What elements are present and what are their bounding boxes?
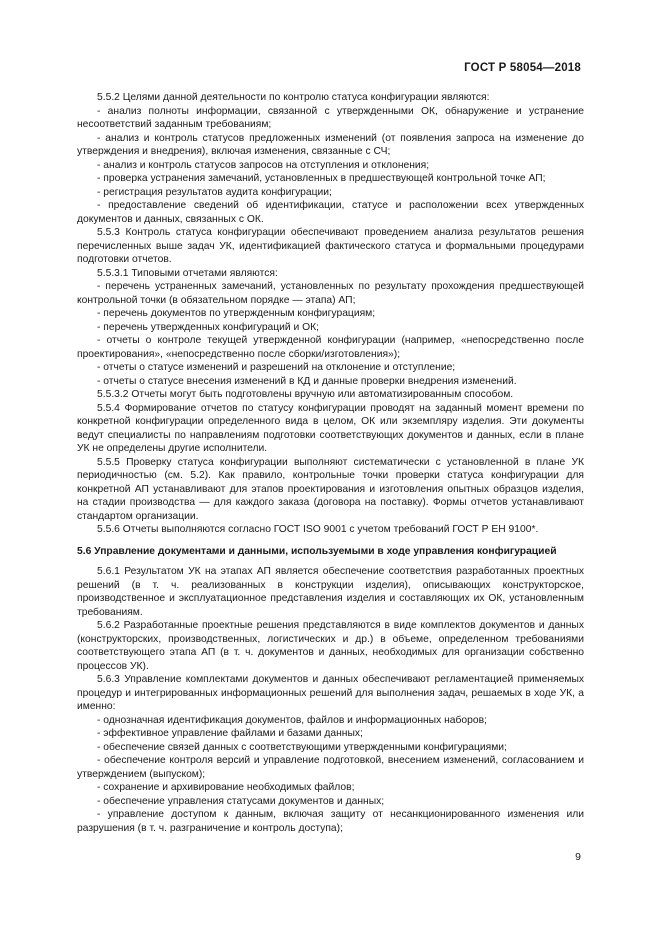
document-body xyxy=(77,91,584,835)
paragraph: 5.5.3.2 Отчеты могут быть подготовлены вручную или автоматизированным способом. xyxy=(97,389,514,400)
list-item: - перечень устраненных замечаний, установленных по результату прохождения предшествующей контрольной точки (в обязательном порядке — этапа) АП; xyxy=(77,281,584,306)
standard-header: ГОСТ Р 58054—2018 xyxy=(464,62,581,74)
list-item: - обеспечение управления статусами документов и данных; xyxy=(97,795,385,807)
list-item: - анализ и контроль статусов запросов на отступления и отклонения; xyxy=(97,159,430,171)
list-item: - анализ и контроль статусов предложенных изменений (от появления запроса на изменение до утверждения и внедрения), включая изменения, связанные с СЧ; xyxy=(77,132,584,157)
page-number: 9 xyxy=(575,851,581,863)
list-item: - отчеты о статусе внесения изменений в КД и данные проверки внедрения изменений. xyxy=(97,375,517,387)
list-item: - анализ полноты информации, связанной с утвержденными ОК, обнаружение и устранение несоответствий заданным требованиям; xyxy=(77,105,584,130)
paragraph: 5.5.3 Контроль статуса конфигурации обеспечивают проведением анализа результатов решения перечисленных выше задач УК, идентификацией фактического статуса и формальными процедурами подготовки отчетов. xyxy=(77,227,584,265)
paragraph: 5.5.6 Отчеты выполняются согласно ГОСТ ISO 9001 с учетом требований ГОСТ Р ЕН 9100*. xyxy=(97,524,539,535)
paragraph: 5.6.1 Результатом УК на этапах АП является обеспечение соответствия разработанных проектных решений (в т. ч. реализованных в конструкции изделия), описывающих конструкторское, производственное и эксплуатационное представления изделия и составляющих их ОК, установленным требованиям. xyxy=(77,566,584,618)
list-item: - отчеты о контроле текущей утвержденной конфигурации (например, «непосредственно после проектирования», «непосредственно после сборки/изготовления»); xyxy=(77,335,584,360)
paragraph: 5.6.3 Управление комплектами документов и данных обеспечивают регламентацией применяемых процедур и интегрированных информационных решений для выполнения задач, решаемых в ходе УК, а именно: xyxy=(77,674,584,712)
paragraph: 5.5.2 Целями данной деятельности по контролю статуса конфигурации являются: xyxy=(97,92,490,103)
list-item: - сохранение и архивирование необходимых файлов; xyxy=(97,782,355,793)
list-item: - отчеты о статусе изменений и разрешений на отклонение и отступление; xyxy=(97,362,456,373)
paragraph: 5.5.3.1 Типовыми отчетами являются: xyxy=(97,267,278,279)
list-item: - регистрация результатов аудита конфигурации; xyxy=(97,186,332,198)
section-title: 5.6 Управление документами и данными, используемыми в ходе управления конфигурацией xyxy=(77,545,557,557)
list-item: - обеспечение связей данных с соответствующими утвержденными конфигурациями; xyxy=(97,741,507,753)
list-item: - обеспечение контроля версий и управление подготовкой, внесением изменений, согласованием и утверждением (выпуском); xyxy=(77,755,584,780)
paragraph: 5.5.4 Формирование отчетов по статусу конфигурации проводят на заданный момент времени по конкретной конфигурации определенного вида в целом, ОК или экземпляру изделия. Эти документы ведут специалисты по направлениям подготовки соответствующих документов и данных, если в плане УК не определены другие исполнители. xyxy=(77,402,584,454)
list-item: - предоставление сведений об идентификации, статусе и расположении всех утвержденных документов и данных, связанных с ОК. xyxy=(77,200,584,225)
paragraph: 5.5.5 Проверку статуса конфигурации выполняют систематически с установленной в плане УК периодичностью (см. 5.2). Как правило, контрольные точки проверки статуса конфигурации для конкретной АП устанавливают для этапов проектирования и изготовления опытных образцов изделия, на стадии производства — для каждого заказа (договора на поставку). Формы отчетов устанавливают стандартом организации. xyxy=(77,456,584,522)
list-item: - перечень утвержденных конфигураций и ОК; xyxy=(97,321,320,333)
list-item: - эффективное управление файлами и базами данных; xyxy=(97,728,363,739)
list-item: - управление доступом к данным, включая защиту от несанкционированного изменения или разрушения (в т. ч. разграничение и контроль доступа); xyxy=(77,809,584,834)
list-item: - однозначная идентификация документов, файлов и информационных наборов; xyxy=(97,714,487,726)
paragraph: 5.6.2 Разработанные проектные решения представляются в виде комплектов документов и данных (конструкторских, производственных, логистических и др.) в объеме, определенном требованиями соответствующего этапа АП (в т. ч. документов и данных, необходимых для организации собственно процессов УК). xyxy=(77,620,584,672)
list-item: - проверка устранения замечаний, установленных в предшествующей контрольной точке АП; xyxy=(97,173,546,184)
list-item: - перечень документов по утвержденным конфигурациям; xyxy=(97,308,376,319)
